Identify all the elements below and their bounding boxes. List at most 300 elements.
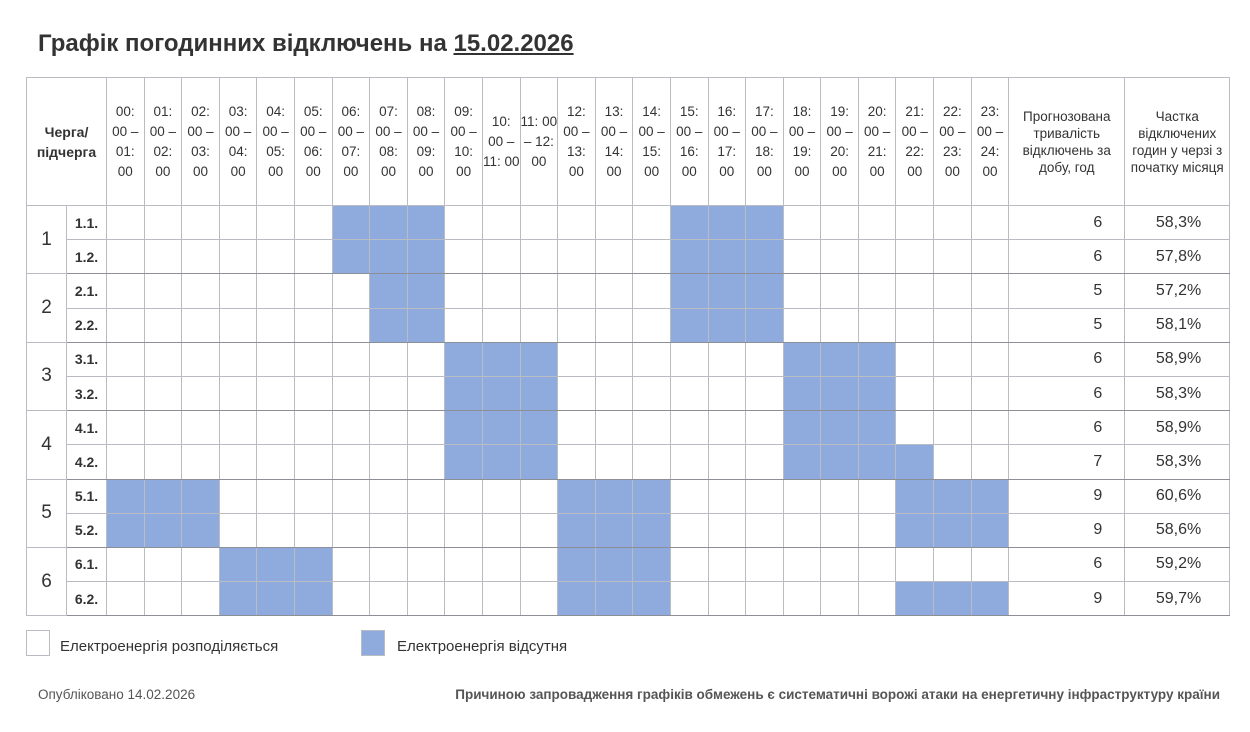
outage-cell — [821, 411, 859, 445]
power-cell — [182, 376, 220, 410]
power-cell — [182, 582, 220, 616]
power-cell — [107, 240, 145, 274]
outage-cell — [746, 308, 784, 342]
queue-group-label: 3 — [27, 342, 67, 410]
hour-header: 03: 00 – 04: 00 — [219, 78, 257, 206]
power-cell — [107, 547, 145, 581]
legend-off-label: Електроенергія відсутня — [397, 638, 568, 655]
hour-header: 20: 00 – 21: 00 — [858, 78, 896, 206]
power-cell — [934, 206, 972, 240]
power-cell — [332, 342, 370, 376]
power-cell — [219, 479, 257, 513]
outage-cell — [595, 582, 633, 616]
outage-cell — [332, 240, 370, 274]
power-cell — [370, 411, 408, 445]
title-date: 15.02.2026 — [453, 30, 574, 57]
legend-on-label: Електроенергія розподіляється — [60, 638, 279, 655]
outage-cell — [783, 445, 821, 479]
power-cell — [971, 411, 1009, 445]
outage-cell — [520, 411, 558, 445]
power-cell — [633, 308, 671, 342]
power-cell — [294, 445, 332, 479]
power-cell — [934, 342, 972, 376]
power-cell — [107, 308, 145, 342]
share-value: 58,1% — [1125, 308, 1230, 342]
power-cell — [445, 582, 483, 616]
outage-cell — [144, 479, 182, 513]
power-cell — [595, 308, 633, 342]
power-cell — [520, 240, 558, 274]
outage-cell — [520, 342, 558, 376]
power-cell — [821, 582, 859, 616]
hour-header: 02: 00 – 03: 00 — [182, 78, 220, 206]
outage-cell — [896, 445, 934, 479]
subqueue-label: 1.1. — [67, 206, 107, 240]
outage-cell — [858, 376, 896, 410]
schedule-row — [27, 513, 1230, 547]
power-cell — [445, 240, 483, 274]
power-cell — [182, 240, 220, 274]
hour-header: 14: 00 – 15: 00 — [633, 78, 671, 206]
power-cell — [219, 411, 257, 445]
outage-cell — [482, 376, 520, 410]
share-value: 58,3% — [1125, 445, 1230, 479]
power-cell — [370, 479, 408, 513]
outage-cell — [407, 274, 445, 308]
power-cell — [971, 342, 1009, 376]
power-cell — [896, 308, 934, 342]
outage-cell — [971, 479, 1009, 513]
power-cell — [934, 240, 972, 274]
power-cell — [257, 274, 295, 308]
power-cell — [407, 445, 445, 479]
outage-cell — [558, 547, 596, 581]
power-cell — [633, 274, 671, 308]
power-cell — [896, 274, 934, 308]
power-cell — [934, 411, 972, 445]
schedule-row — [27, 376, 1230, 410]
subqueue-label: 3.1. — [67, 342, 107, 376]
power-cell — [746, 445, 784, 479]
outage-cell — [520, 376, 558, 410]
power-cell — [708, 547, 746, 581]
power-cell — [971, 445, 1009, 479]
hour-header: 07: 00 – 08: 00 — [370, 78, 408, 206]
power-cell — [821, 240, 859, 274]
power-cell — [107, 206, 145, 240]
power-cell — [107, 376, 145, 410]
power-cell — [670, 445, 708, 479]
outage-cell — [445, 411, 483, 445]
power-cell — [746, 582, 784, 616]
duration-value: 6 — [1009, 547, 1125, 581]
outage-cell — [595, 513, 633, 547]
power-cell — [821, 274, 859, 308]
subqueue-label: 3.2. — [67, 376, 107, 410]
power-cell — [370, 342, 408, 376]
power-cell — [182, 308, 220, 342]
hour-header: 01: 00 – 02: 00 — [144, 78, 182, 206]
share-value: 58,3% — [1125, 376, 1230, 410]
power-cell — [144, 308, 182, 342]
subqueue-label: 5.2. — [67, 513, 107, 547]
power-cell — [294, 513, 332, 547]
queue-group-label: 1 — [27, 206, 67, 274]
power-cell — [670, 547, 708, 581]
power-cell — [896, 240, 934, 274]
power-cell — [633, 376, 671, 410]
power-cell — [558, 206, 596, 240]
subqueue-label: 6.2. — [67, 582, 107, 616]
outage-cell — [370, 308, 408, 342]
outage-cell — [182, 479, 220, 513]
duration-value: 6 — [1009, 411, 1125, 445]
power-cell — [332, 308, 370, 342]
outage-cell — [708, 240, 746, 274]
legend-on-swatch — [26, 630, 50, 656]
outage-cell — [934, 513, 972, 547]
power-cell — [407, 582, 445, 616]
power-cell — [934, 274, 972, 308]
power-cell — [708, 513, 746, 547]
queue-group-label: 5 — [27, 479, 67, 547]
schedule-row — [27, 411, 1230, 445]
power-cell — [746, 342, 784, 376]
power-cell — [708, 342, 746, 376]
power-cell — [558, 308, 596, 342]
duration-value: 5 — [1009, 274, 1125, 308]
power-cell — [633, 240, 671, 274]
power-cell — [482, 206, 520, 240]
hour-header: 23: 00 – 24: 00 — [971, 78, 1009, 206]
queue-header: Черга/ підчерга — [27, 78, 107, 206]
outage-cell — [708, 308, 746, 342]
power-cell — [633, 445, 671, 479]
power-cell — [595, 342, 633, 376]
power-cell — [370, 547, 408, 581]
power-cell — [257, 411, 295, 445]
power-cell — [595, 274, 633, 308]
outage-cell — [746, 206, 784, 240]
power-cell — [370, 582, 408, 616]
power-cell — [858, 240, 896, 274]
outage-cell — [407, 308, 445, 342]
power-cell — [896, 376, 934, 410]
hour-header: 19: 00 – 20: 00 — [821, 78, 859, 206]
power-cell — [971, 308, 1009, 342]
power-cell — [670, 479, 708, 513]
power-cell — [595, 206, 633, 240]
outage-cell — [144, 513, 182, 547]
outage-cell — [971, 582, 1009, 616]
outage-cell — [971, 513, 1009, 547]
power-cell — [219, 308, 257, 342]
power-cell — [144, 445, 182, 479]
outage-cell — [821, 342, 859, 376]
outage-cell — [219, 547, 257, 581]
power-cell — [595, 376, 633, 410]
queue-group-label: 6 — [27, 547, 67, 615]
power-cell — [520, 206, 558, 240]
power-cell — [182, 274, 220, 308]
power-cell — [708, 582, 746, 616]
share-value: 58,3% — [1125, 206, 1230, 240]
power-cell — [482, 274, 520, 308]
outage-cell — [182, 513, 220, 547]
outage-cell — [783, 342, 821, 376]
power-cell — [257, 479, 295, 513]
outage-cell — [670, 274, 708, 308]
outage-cell — [670, 206, 708, 240]
subqueue-label: 4.1. — [67, 411, 107, 445]
power-cell — [971, 274, 1009, 308]
power-cell — [858, 547, 896, 581]
outage-cell — [107, 479, 145, 513]
power-cell — [858, 308, 896, 342]
power-cell — [257, 342, 295, 376]
share-value: 59,2% — [1125, 547, 1230, 581]
power-cell — [708, 479, 746, 513]
outage-cell — [708, 274, 746, 308]
subqueue-label: 4.2. — [67, 445, 107, 479]
outage-cell — [445, 376, 483, 410]
outage-cell — [294, 547, 332, 581]
power-cell — [144, 411, 182, 445]
outage-cell — [445, 445, 483, 479]
schedule-table — [26, 77, 1230, 616]
power-cell — [482, 479, 520, 513]
power-cell — [708, 376, 746, 410]
hour-header: 10: 00 – 11: 00 — [482, 78, 520, 206]
power-cell — [934, 547, 972, 581]
power-cell — [407, 547, 445, 581]
power-cell — [294, 240, 332, 274]
power-cell — [670, 513, 708, 547]
power-cell — [219, 206, 257, 240]
power-cell — [144, 342, 182, 376]
outage-cell — [482, 445, 520, 479]
queue-group-label: 2 — [27, 274, 67, 342]
outage-cell — [107, 513, 145, 547]
power-cell — [821, 547, 859, 581]
power-cell — [858, 479, 896, 513]
power-cell — [144, 240, 182, 274]
hour-header: 13: 00 – 14: 00 — [595, 78, 633, 206]
power-cell — [595, 445, 633, 479]
page-title — [38, 30, 574, 58]
power-cell — [821, 308, 859, 342]
power-cell — [520, 274, 558, 308]
power-cell — [144, 274, 182, 308]
outage-cell — [934, 582, 972, 616]
power-cell — [783, 206, 821, 240]
schedule-row — [27, 479, 1230, 513]
power-cell — [482, 547, 520, 581]
power-cell — [520, 308, 558, 342]
outage-cell — [294, 582, 332, 616]
outage-cell — [558, 513, 596, 547]
hour-header: 16: 00 – 17: 00 — [708, 78, 746, 206]
power-cell — [746, 513, 784, 547]
power-cell — [558, 342, 596, 376]
duration-value: 9 — [1009, 582, 1125, 616]
subqueue-label: 5.1. — [67, 479, 107, 513]
outage-cell — [896, 513, 934, 547]
power-cell — [971, 547, 1009, 581]
power-cell — [783, 547, 821, 581]
power-cell — [407, 411, 445, 445]
power-cell — [783, 479, 821, 513]
power-cell — [294, 274, 332, 308]
hour-header: 05: 00 – 06: 00 — [294, 78, 332, 206]
power-cell — [558, 376, 596, 410]
hour-header: 08: 00 – 09: 00 — [407, 78, 445, 206]
share-value: 59,7% — [1125, 582, 1230, 616]
power-cell — [746, 479, 784, 513]
outage-cell — [708, 206, 746, 240]
power-cell — [257, 240, 295, 274]
power-cell — [107, 411, 145, 445]
schedule-row — [27, 274, 1230, 308]
header-row — [27, 78, 1230, 206]
power-cell — [558, 411, 596, 445]
power-cell — [407, 479, 445, 513]
power-cell — [896, 547, 934, 581]
share-header: Частка відключених годин у черзі з початку місяця — [1125, 78, 1230, 206]
power-cell — [144, 206, 182, 240]
power-cell — [558, 445, 596, 479]
power-cell — [182, 547, 220, 581]
power-cell — [633, 206, 671, 240]
power-cell — [182, 342, 220, 376]
share-value: 60,6% — [1125, 479, 1230, 513]
outage-cell — [332, 206, 370, 240]
schedule-row — [27, 445, 1230, 479]
outage-cell — [219, 582, 257, 616]
power-cell — [858, 206, 896, 240]
outage-cell — [370, 274, 408, 308]
duration-value: 9 — [1009, 479, 1125, 513]
power-cell — [821, 479, 859, 513]
outage-cell — [482, 342, 520, 376]
power-cell — [633, 342, 671, 376]
outage-cell — [370, 240, 408, 274]
power-cell — [482, 308, 520, 342]
schedule-row — [27, 342, 1230, 376]
power-cell — [219, 240, 257, 274]
hour-header: 11: 00 – 12: 00 — [520, 78, 558, 206]
share-value: 58,9% — [1125, 411, 1230, 445]
hour-header: 06: 00 – 07: 00 — [332, 78, 370, 206]
hour-header: 18: 00 – 19: 00 — [783, 78, 821, 206]
power-cell — [370, 376, 408, 410]
power-cell — [783, 513, 821, 547]
duration-value: 5 — [1009, 308, 1125, 342]
power-cell — [107, 342, 145, 376]
power-cell — [971, 376, 1009, 410]
subqueue-label: 1.2. — [67, 240, 107, 274]
power-cell — [182, 411, 220, 445]
power-cell — [445, 274, 483, 308]
queue-group-label: 4 — [27, 411, 67, 479]
power-cell — [332, 445, 370, 479]
power-cell — [783, 274, 821, 308]
hour-header: 09: 00 – 10: 00 — [445, 78, 483, 206]
power-cell — [219, 342, 257, 376]
power-cell — [783, 240, 821, 274]
power-cell — [520, 582, 558, 616]
power-cell — [107, 582, 145, 616]
power-cell — [896, 411, 934, 445]
outage-cell — [482, 411, 520, 445]
power-cell — [445, 547, 483, 581]
power-cell — [219, 513, 257, 547]
power-cell — [332, 513, 370, 547]
hour-header: 00: 00 – 01: 00 — [107, 78, 145, 206]
power-cell — [896, 342, 934, 376]
outage-cell — [934, 479, 972, 513]
schedule-row — [27, 308, 1230, 342]
power-cell — [257, 513, 295, 547]
power-cell — [107, 445, 145, 479]
outage-cell — [858, 342, 896, 376]
power-cell — [708, 445, 746, 479]
power-cell — [219, 274, 257, 308]
power-cell — [558, 274, 596, 308]
power-cell — [482, 582, 520, 616]
duration-value: 6 — [1009, 206, 1125, 240]
power-cell — [482, 240, 520, 274]
power-cell — [332, 274, 370, 308]
power-cell — [407, 342, 445, 376]
power-cell — [219, 376, 257, 410]
outage-cell — [558, 479, 596, 513]
outage-cell — [633, 547, 671, 581]
power-cell — [971, 240, 1009, 274]
power-cell — [257, 376, 295, 410]
power-cell — [294, 308, 332, 342]
power-cell — [783, 582, 821, 616]
power-cell — [370, 513, 408, 547]
power-cell — [219, 445, 257, 479]
power-cell — [294, 206, 332, 240]
hour-header: 04: 00 – 05: 00 — [257, 78, 295, 206]
power-cell — [407, 376, 445, 410]
power-cell — [257, 308, 295, 342]
outage-cell — [257, 547, 295, 581]
power-cell — [144, 376, 182, 410]
power-cell — [708, 411, 746, 445]
power-cell — [182, 445, 220, 479]
power-cell — [445, 513, 483, 547]
power-cell — [445, 308, 483, 342]
share-value: 58,6% — [1125, 513, 1230, 547]
duration-value: 6 — [1009, 342, 1125, 376]
power-cell — [595, 411, 633, 445]
power-cell — [520, 513, 558, 547]
power-cell — [257, 206, 295, 240]
power-cell — [294, 479, 332, 513]
schedule-row — [27, 240, 1230, 274]
hour-header: 12: 00 – 13: 00 — [558, 78, 596, 206]
hour-header: 15: 00 – 16: 00 — [670, 78, 708, 206]
outage-cell — [595, 547, 633, 581]
outage-cell — [670, 240, 708, 274]
duration-value: 6 — [1009, 240, 1125, 274]
outage-cell — [633, 582, 671, 616]
duration-header: Прогнозована тривалість відключень за добу, год — [1009, 78, 1125, 206]
power-cell — [595, 240, 633, 274]
